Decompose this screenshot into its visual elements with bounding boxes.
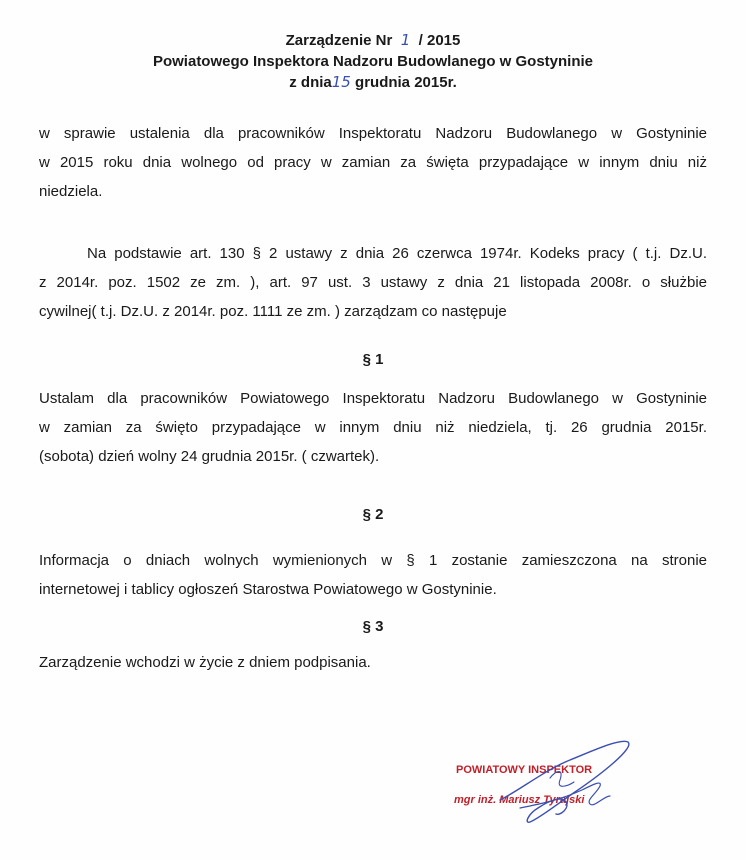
basis-line: cywilnej( t.j. Dz.U. z 2014r. poz. 1111 ze zm. ) zarządzam co następuje [39, 303, 507, 320]
section-3-line: Zarządzenie wchodzi w życie z dniem podpisania. [39, 654, 371, 671]
stamp-title: POWIATOWY INSPEKTOR [456, 764, 593, 776]
section-3-heading: § 3 [362, 618, 384, 635]
order-number-handwritten: 1 [400, 31, 411, 49]
order-date-prefix: z dnia [289, 74, 332, 91]
document-header [0, 30, 746, 93]
stamp-name: mgr inż. Mariusz Tyrajski [454, 794, 585, 806]
basis-line: z 2014r. poz. 1502 ze zm. ), art. 97 ust. 3 ustawy z dnia 21 listopada 2008r. o służbie [39, 274, 707, 291]
section-2-heading: § 2 [362, 506, 384, 523]
subject-line: niedziela. [39, 183, 103, 200]
section-1-line: Ustalam dla pracowników Powiatowego Inspektoratu Nadzoru Budowlanego w Gostyninie [39, 390, 707, 407]
order-title [0, 30, 746, 51]
section-2-line: internetowej i tablicy ogłoszeń Starostwa Powiatowego w Gostyninie. [39, 581, 497, 598]
subject-paragraph [39, 119, 707, 206]
order-date-suffix: grudnia 2015r. [355, 74, 457, 91]
subject-line: w sprawie ustalenia dla pracowników Inspektoratu Nadzoru Budowlanego w Gostyninie [39, 125, 707, 142]
issuing-authority: Powiatowego Inspektora Nadzoru Budowlanego w Gostyninie [152, 53, 594, 70]
section-1-line: (sobota) dzień wolny 24 grudnia 2015r. ( czwartek). [39, 448, 380, 465]
section-2-line: Informacja o dniach wolnych wymienionych w § 1 zostanie zamieszczona na stronie [39, 552, 707, 569]
handwritten-signature [490, 730, 650, 830]
order-title-suffix: / 2015 [418, 32, 461, 49]
order-date-day-handwritten: 15 [331, 73, 351, 91]
order-title-prefix: Zarządzenie Nr [285, 32, 393, 49]
section-1-heading: § 1 [362, 351, 384, 368]
section-1-line: w zamian za święto przypadające w innym dniu niż niedziela, tj. 26 grudnia 2015r. [39, 419, 707, 436]
order-date [0, 72, 746, 93]
basis-line: Na podstawie art. 130 § 2 ustawy z dnia 26 czerwca 1974r. Kodeks pracy ( t.j. Dz.U. [87, 245, 707, 262]
section-1-paragraph [39, 384, 707, 471]
legal-basis-paragraph [39, 239, 707, 326]
section-2-paragraph [39, 546, 707, 604]
section-3-paragraph [39, 648, 707, 677]
subject-line: w 2015 roku dnia wolnego od pracy w zamian za święta przypadające w innym dniu niż [39, 154, 707, 171]
